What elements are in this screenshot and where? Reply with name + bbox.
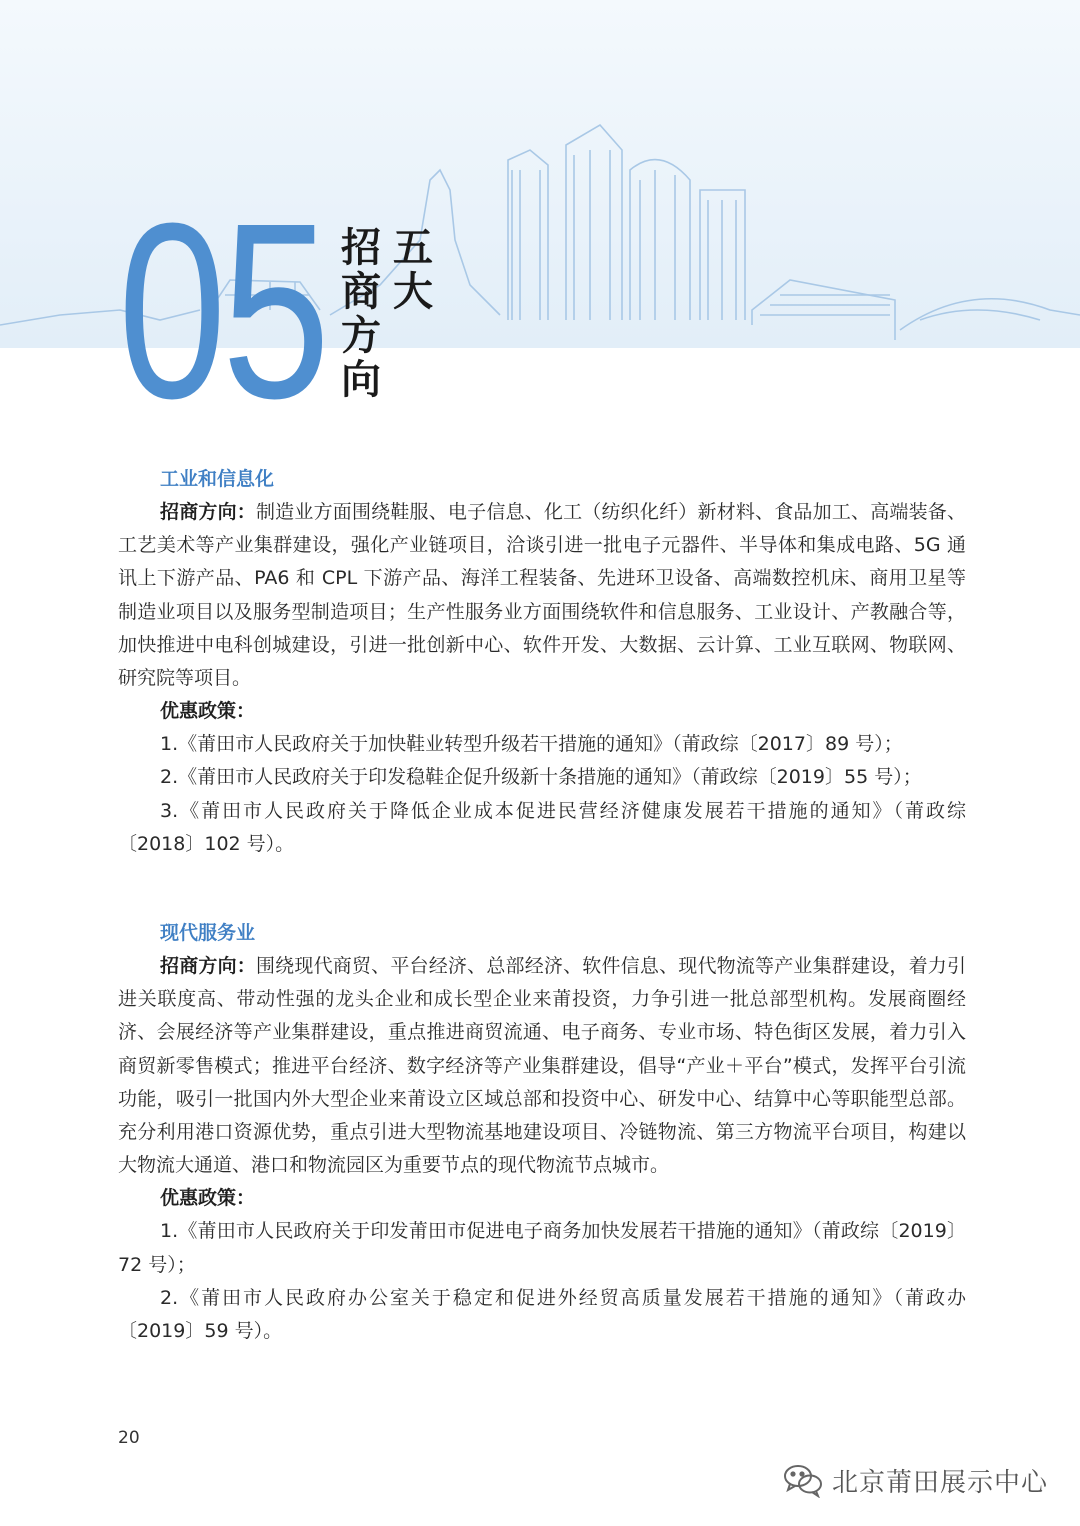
watermark — [782, 1458, 1048, 1502]
policy-label: 优惠政策： — [160, 1187, 256, 1210]
direction-label: 招商方向： — [160, 501, 256, 523]
wechat-icon — [782, 1462, 824, 1498]
policy-label: 优惠政策： — [160, 700, 256, 723]
section-title-industry: 工业和信息化 — [160, 468, 275, 490]
direction-label: 招商方向： — [160, 955, 256, 978]
policy-item: 1.《莆田市人民政府关于加快鞋业转型升级若干措施的通知》（莆政综〔2017〕89 号）； — [160, 733, 903, 756]
services-direction-paragraph — [118, 950, 966, 1182]
chapter-title-column-2: 招商方向 — [341, 225, 381, 403]
section-spacer — [118, 861, 966, 916]
policy-item: 1.《莆田市人民政府关于印发莆田市促进电子商务加快发展若干措施的通知》（莆政综〔2019〕72 号）； — [118, 1220, 966, 1276]
section-title-services: 现代服务业 — [160, 922, 256, 945]
industry-direction-paragraph — [118, 496, 966, 695]
policy-item: 3.《莆田市人民政府关于降低企业成本促进民营经济健康发展若干措施的通知》（莆政综〔2018〕102 号）。 — [118, 799, 966, 855]
watermark-text: 北京莆田展示中心 — [832, 1467, 1049, 1498]
direction-text: 围绕现代商贸、平台经济、总部经济、软件信息、现代物流等产业集群建设，着力引进关联度高、带动性强的龙头企业和成长型企业来莆投资，力争引进一批总部型机构。发展商圈经济、会展经济等产业集群建设，重点推进商贸流通、电子商务、专业市场、特色街区发展，着力引入商贸新零售模式；推进平台经济、数字经济等产业集群建设，倡导“产业＋平台”模式，发挥平台引流功能，吸引一批国内外大型企业来莆设立区域总部和投资中心、研发中心、结算中心等职能型总部。充分利用港口资源优势，重点引进大型物流基地建设项目、冷链物流、第三方物流平台项目，构建以大物流大通道、港口和物流园区为重要节点的现代物流节点城市。 — [118, 955, 966, 1177]
chapter-title-column-1: 五大 — [393, 225, 433, 315]
page-number: 20 — [118, 1428, 140, 1448]
chapter-number: 05 — [118, 171, 326, 450]
policy-item: 2.《莆田市人民政府办公室关于稳定和促进外经贸高质量发展若干措施的通知》（莆政办〔2019〕59 号）。 — [118, 1286, 966, 1343]
main-content — [118, 462, 966, 1348]
policy-item: 2.《莆田市人民政府关于印发稳鞋企促升级新十条措施的通知》（莆政综〔2019〕55 号）； — [160, 766, 922, 789]
direction-text: 制造业方面围绕鞋服、电子信息、化工（纺织化纤）新材料、食品加工、高端装备、工艺美术等产业集群建设，强化产业链项目，洽谈引进一批电子元器件、半导体和集成电路、5G 通讯上下游产品、PA6 和 CPL 下游产品、海洋工程装备、先进环卫设备、高端数控机床、商用卫星等制造业项目以及服务型制造项目；生产性服务业方面围绕软件和信息服务、工业设计、产教融合等，加快推进中电科创城建设，引进一批创新中心、软件开发、大数据、云计算、工业互联网、物联网、研究院等项目。 — [118, 501, 966, 690]
